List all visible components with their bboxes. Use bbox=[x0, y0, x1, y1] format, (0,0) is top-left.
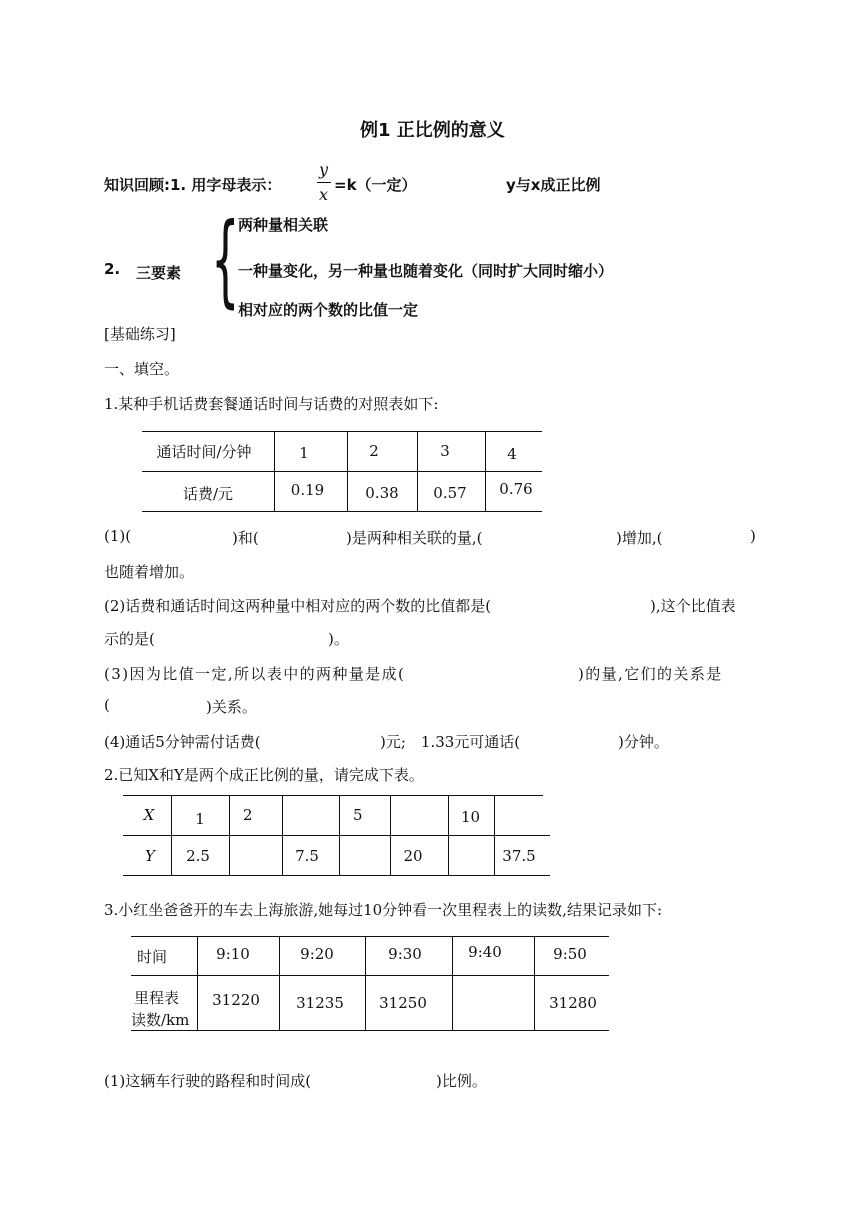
q1-sub1-line2: 也随着增加。 bbox=[104, 563, 195, 581]
q1-sub1-e: ) bbox=[750, 527, 756, 545]
table-cell: 7.5 bbox=[295, 847, 319, 865]
review-label: 知识回顾:1. 用字母表示： bbox=[104, 176, 282, 194]
answer-blank[interactable] bbox=[514, 527, 614, 547]
element-point-1: 两种量相关联 bbox=[238, 216, 329, 234]
q3-stem: 3.小红坐爸爸开的车去上海旅游,她每过10分钟看一次里程表上的读数,结果记录如下: bbox=[104, 901, 662, 919]
table-cell: 4 bbox=[507, 445, 517, 463]
q3-sub1-a: (1)这辆车行驶的路程和时间成( bbox=[104, 1072, 312, 1090]
table-header-odometer-unit: 读数/km bbox=[131, 1011, 190, 1029]
q2-stem: 2.已知X和Y是两个成正比例的量，请完成下表。 bbox=[104, 766, 424, 784]
section-label: [基础练习] bbox=[104, 325, 176, 343]
fraction-numerator: y bbox=[319, 160, 329, 179]
fraction-denominator: x bbox=[319, 185, 329, 204]
table-cell: 9:20 bbox=[300, 945, 334, 963]
q1-sub1-a: (1)( bbox=[104, 527, 132, 545]
q1-sub2-b: ),这个比值表 bbox=[650, 597, 736, 615]
answer-blank[interactable] bbox=[114, 696, 204, 716]
table-cell: 37.5 bbox=[502, 847, 536, 865]
left-brace-icon: { bbox=[211, 201, 240, 318]
element-point-3: 相对应的两个数的比值一定 bbox=[238, 301, 419, 319]
table-cell: 9:40 bbox=[468, 943, 502, 961]
item2-label: 三要素 bbox=[136, 264, 182, 282]
q1-sub2-line2-b: )。 bbox=[328, 630, 349, 648]
table-header-time: 时间 bbox=[137, 948, 168, 966]
table-cell: 9:30 bbox=[388, 945, 422, 963]
q1-sub4-c: )分钟。 bbox=[618, 733, 669, 751]
q1-sub1-d: )增加,( bbox=[616, 529, 663, 547]
q1-sub4-b: )元; 1.33元可通话( bbox=[380, 733, 521, 751]
q1-sub1-c: )是两种相关联的量,( bbox=[346, 529, 483, 547]
formula-rest: =k（一定） bbox=[334, 176, 417, 194]
q1-stem: 1.某种手机话费套餐通话时间与话费的对照表如下: bbox=[104, 395, 439, 413]
answer-blank[interactable] bbox=[566, 595, 646, 615]
q1-sub1-b: )和( bbox=[232, 529, 259, 547]
table-cell: 0.57 bbox=[433, 484, 467, 502]
q1-sub3-line2-a: ( bbox=[104, 696, 110, 714]
table-cell: 5 bbox=[353, 806, 363, 824]
table-cell: 9:10 bbox=[216, 945, 250, 963]
table-cell: 10 bbox=[461, 808, 481, 826]
page-title: 例1 正比例的意义 bbox=[360, 120, 505, 141]
table-cell: 20 bbox=[403, 847, 423, 865]
table-cell: 1 bbox=[299, 444, 309, 462]
item2-number: 2. bbox=[104, 260, 121, 278]
q1-sub3-b: )的量,它们的关系是 bbox=[578, 665, 723, 683]
table-cell: 0.76 bbox=[499, 480, 533, 498]
table-cell: 31235 bbox=[296, 994, 344, 1012]
table-cell: 1 bbox=[195, 810, 205, 828]
table-header-y: Y bbox=[145, 847, 155, 865]
q1-sub3-a: (3)因为比值一定,所以表中的两种量是成( bbox=[104, 665, 406, 683]
answer-blank[interactable] bbox=[150, 527, 230, 547]
table-header-odometer: 里程表 bbox=[134, 989, 180, 1007]
q1-sub4-a: (4)通话5分钟需付话费( bbox=[104, 733, 261, 751]
table-header-call-time: 通话时间/分钟 bbox=[156, 443, 252, 461]
table-cell: 31280 bbox=[549, 994, 597, 1012]
table-cell: 3 bbox=[440, 442, 450, 460]
table-cell: 2.5 bbox=[186, 847, 210, 865]
table-cell: 0.38 bbox=[365, 484, 399, 502]
q1-sub2-line2-a: 示的是( bbox=[104, 630, 155, 648]
answer-blank[interactable] bbox=[300, 731, 376, 751]
answer-blank[interactable] bbox=[354, 1070, 434, 1090]
answer-blank[interactable] bbox=[684, 527, 744, 547]
relation-text: y与x成正比例 bbox=[506, 176, 601, 194]
table-cell: 31250 bbox=[379, 994, 427, 1012]
answer-blank[interactable] bbox=[276, 527, 346, 547]
part-heading: 一、填空。 bbox=[104, 360, 180, 378]
q3-sub1-b: )比例。 bbox=[436, 1072, 487, 1090]
table-header-x: X bbox=[143, 806, 155, 824]
table-header-fee: 话费/元 bbox=[182, 485, 234, 503]
answer-blank[interactable] bbox=[474, 663, 574, 683]
q1-sub2-a: (2)话费和通话时间这两种量中相对应的两个数的比值都是( bbox=[104, 597, 492, 615]
element-point-2: 一种量变化，另一种量也随着变化（同时扩大同时缩小） bbox=[238, 262, 614, 280]
table-cell: 9:50 bbox=[553, 945, 587, 963]
fraction-bar bbox=[317, 182, 331, 183]
table-cell: 2 bbox=[243, 806, 253, 824]
table-cell: 0.19 bbox=[290, 481, 325, 499]
q1-sub3-line2-b: )关系。 bbox=[206, 698, 257, 716]
table-cell: 2 bbox=[369, 442, 379, 460]
table-cell: 31220 bbox=[212, 991, 260, 1009]
answer-blank[interactable] bbox=[166, 628, 326, 648]
answer-blank[interactable] bbox=[550, 731, 616, 751]
